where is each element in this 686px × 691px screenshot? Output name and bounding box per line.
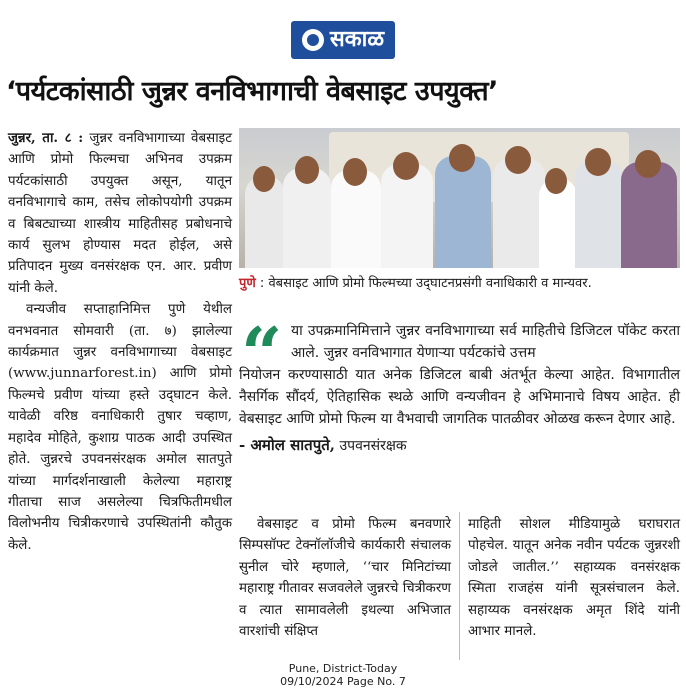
masthead-name: सकाळ [329,27,385,52]
page-footer [243,662,443,688]
left-column [8,128,232,556]
left-paragraph-1-text: जुन्नर वनविभागाच्या वेबसाइट आणि प्रोमो फिल्मचा अभिनव उपक्रम पर्यटकांसाठी उपयुक्त असून, यातून वनविभागाचे काम, तसेच लोकोपयोगी उपक्रम व बिबट्याच्या शास्त्रीय माहितीसह प्रबोधनाचे कार्य सुलभ होण्यास मदत होईल, असे प्रतिपादन मुख्य वनसंरक्षक एन. आर. प्रवीण यांनी केले. [8,131,232,296]
photo-person-head [635,150,661,178]
caption-text: : वेबसाइट आणि प्रोमो फिल्मच्या उद्‍घाटनप्रसंगी वनाधिकारी व मान्यवर. [255,276,592,291]
quote-text [239,311,680,430]
left-paragraph-1 [8,128,232,299]
photo-person-head [505,146,531,174]
quote-author: - अमोल सातपुते, [239,436,336,454]
newspaper-masthead [291,21,395,59]
right-paragraph: माहिती सोशल मीडियामुळे घराघरात पोहचेल. यातून अनेक नवीन पर्यटक जुन्नरशी जोडले जातील.’’ सहाय्यक वनसंरक्षक स्मिता राजहंस यांनी सूत्रसंचालन केले. सहाय्यक वनसंरक्षक अमृत शिंदे यांनी आभार मानले. [468,517,680,640]
photo-caption [239,272,680,296]
footer-date-page: 09/10/2024 Page No. 7 [280,675,406,688]
quote-attribution [239,434,680,457]
middle-paragraph: वेबसाइट व प्रोमो फिल्म बनवणारे सिम्पसॉफ्ट टेक्नॉलॉजीचे कार्यकारी संचालक सुनील चोरे म्हणाले, ‘‘चार मिनिटांच्या महाराष्ट्र गीतावर सजवलेले जुन्नरचे चित्रीकरण व त्यात सामावलेली इथल्या अभिजात वारशांची संक्षिप्त [239,517,451,640]
photo-person-head [545,168,567,194]
right-column [468,514,680,642]
photo-person [575,160,623,268]
footer-edition: Pune, District-Today [288,662,398,675]
photo-person-head [253,166,275,192]
pull-quote [239,311,680,457]
caption-place: पुणे [239,276,256,291]
sakal-logo-icon [302,29,324,51]
quote-role: उपवनसंरक्षक [335,438,407,454]
photo-person [493,158,545,268]
quote-mark-icon: “ [241,311,283,396]
middle-column [239,514,451,642]
photo-person-head [449,144,475,172]
quote-first-lines: या उपक्रमानिमित्ताने जुन्नर वनविभागाच्या सर्व माहितीचे डिजिटल पॉकेट करता आले. जुन्नर वनविभागात येणाऱ्या पर्यटकांचे उत्तम [291,323,680,361]
event-photo [239,128,680,268]
photo-person-head [343,158,367,186]
column-divider [459,512,460,660]
quote-rest: नियोजन करण्यासाठी यात अनेक डिजिटल बाबी अंतर्भूत केल्या आहेत. विभागातील नैसर्गिक सौंदर्य, ऐतिहासिक स्थळे आणि वन्यजीवन हे अभिमानाचे विषय आहेत. ही वेबसाइट आणि प्रोमो फिल्म या वैभवाची जागतिक पातळीवर ओळख करून देणार आहे. [239,367,680,427]
left-paragraph-2: वन्यजीव सप्ताहानिमित्त पुणे येथील वनभवनात सोमवारी (ता. ७) झालेल्या कार्यक्रमात जुन्नर वनविभागाच्या वेबसाइट (www.junnarforest.in) आणि प्रोमो फिल्मचे प्रवीण यांच्या हस्ते उद्‍घाटन केले. यावेळी वरिष्ठ वनाधिकारी तुषार चव्हाण, महादेव मोहिते, कुशाग्र पाठक आदी उपस्थित होते. जुन्नरचे उपवनसंरक्षक अमोल सातपुते यांच्या मार्गदर्शनाखाली केलेल्या महाराष्ट्र गीताचा साज असलेल्या चित्रफितीमधील विलोभनीय चित्रीकरणाचे उपस्थितांनी कौतुक केले. [8,302,232,553]
photo-person-head [295,156,319,184]
dateline: जुन्नर, ता. ८ : [8,130,84,146]
photo-person-head [585,148,611,176]
photo-person-head [393,152,419,180]
article-headline: ‘पर्यटकांसाठी जुन्नर वनविभागाची वेबसाइट उपयुक्त’ [6,76,498,107]
photo-person [435,156,491,268]
